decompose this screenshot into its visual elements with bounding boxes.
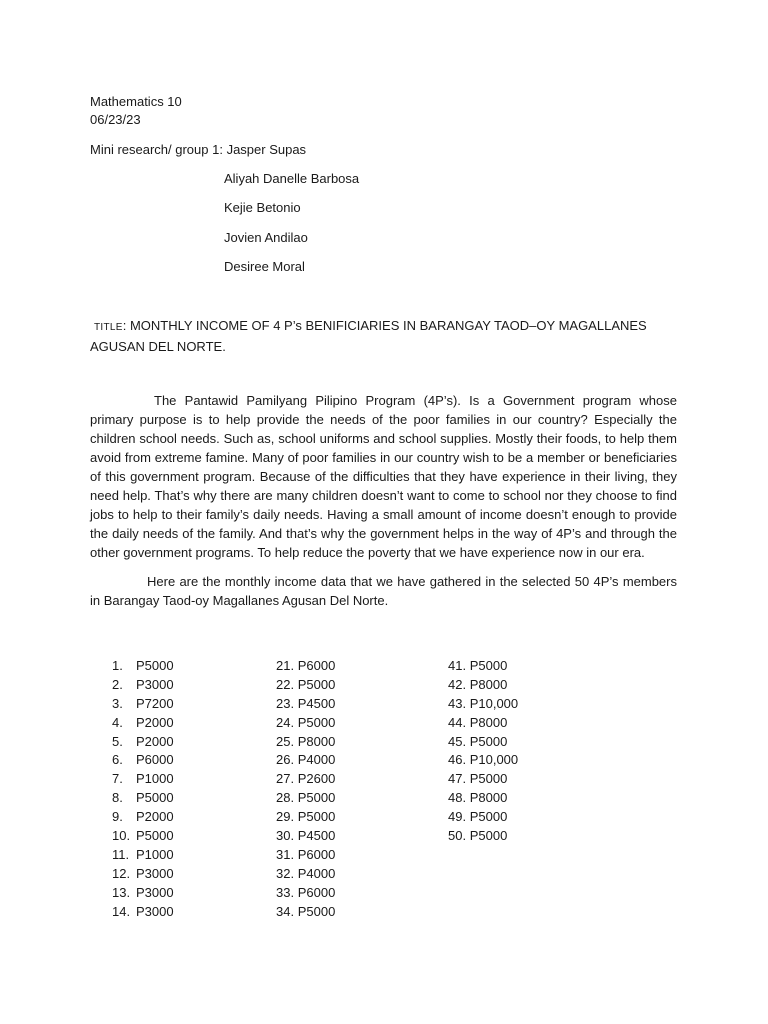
income-list-item <box>112 846 174 865</box>
income-list-item <box>276 714 335 733</box>
income-value: P5000 <box>136 790 174 806</box>
income-list-item <box>112 676 174 695</box>
income-list-item <box>112 733 174 752</box>
item-number: 30. <box>276 828 295 844</box>
income-list-item <box>276 676 335 695</box>
item-number: 21. <box>276 658 295 673</box>
item-number: 31. <box>276 846 295 862</box>
title-label: TITLE <box>94 322 123 333</box>
item-number: 10. <box>112 828 131 844</box>
income-list-item <box>112 827 174 846</box>
income-value: P2000 <box>136 733 174 749</box>
income-value: P5000 <box>297 714 336 730</box>
income-list-item <box>448 657 518 676</box>
income-value: P2000 <box>136 714 174 730</box>
income-value: P5000 <box>297 809 336 825</box>
item-number: 14. <box>112 903 131 919</box>
group-label: Mini research/ group 1: Jasper Supas <box>90 142 307 157</box>
item-number: 12. <box>112 865 131 881</box>
income-list-item <box>276 789 335 808</box>
income-value: P1000 <box>136 771 174 787</box>
income-value: P8000 <box>469 790 508 806</box>
research-title <box>90 316 680 356</box>
item-number: 6. <box>112 752 123 768</box>
income-value: P5000 <box>297 790 336 806</box>
income-list-item <box>448 751 518 770</box>
income-value: P5000 <box>136 828 174 844</box>
income-list-item <box>448 733 518 752</box>
item-number: 8. <box>112 790 123 806</box>
income-value: P3000 <box>136 884 174 900</box>
income-value: P6000 <box>297 846 336 862</box>
income-value: P5000 <box>297 676 336 692</box>
income-list-item <box>112 751 174 770</box>
income-list-item <box>448 714 518 733</box>
income-value: P8000 <box>469 676 508 692</box>
item-number: 42. <box>448 676 467 692</box>
income-value: P3000 <box>136 676 174 692</box>
income-list-column-3 <box>448 657 518 846</box>
income-value: P2000 <box>136 809 174 825</box>
income-list-item <box>448 695 518 714</box>
item-number: 50. <box>448 828 467 844</box>
member-name: Kejie Betonio <box>224 200 301 215</box>
income-value: P2600 <box>297 771 336 787</box>
item-number: 3. <box>112 695 123 711</box>
income-value: P4000 <box>297 865 336 881</box>
income-list-item <box>276 770 335 789</box>
item-number: 24. <box>276 714 295 730</box>
income-list-item <box>276 733 335 752</box>
item-number: 26. <box>276 752 295 768</box>
income-value: P5000 <box>469 733 508 749</box>
income-list-item <box>276 884 335 903</box>
item-number: 46. <box>448 752 467 768</box>
item-number: 2. <box>112 676 123 692</box>
item-number: 45. <box>448 733 467 749</box>
income-list-item <box>448 770 518 789</box>
income-list-item <box>112 657 174 676</box>
income-value: P4000 <box>297 752 336 768</box>
income-list-item <box>448 827 518 846</box>
income-list-item <box>448 789 518 808</box>
income-list-item <box>112 789 174 808</box>
item-number: 25. <box>276 733 295 749</box>
item-number: 28. <box>276 790 295 806</box>
item-number: 27. <box>276 771 295 787</box>
income-list-item <box>112 865 174 884</box>
item-number: 23. <box>276 695 295 711</box>
income-value: P3000 <box>136 865 174 881</box>
income-value: P8000 <box>297 733 336 749</box>
income-value: P5000 <box>469 658 508 673</box>
income-list-item <box>276 903 335 922</box>
item-number: 32. <box>276 865 295 881</box>
income-list-item <box>112 903 174 922</box>
income-value: P4500 <box>297 828 336 844</box>
income-list-item <box>276 846 335 865</box>
income-list-item <box>112 695 174 714</box>
income-value: P5000 <box>469 809 508 825</box>
item-number: 44. <box>448 714 467 730</box>
intro-paragraph: The Pantawid Pamilyang Pilipino Program (4P’s). Is a Government program whose primary purpose is to help provide the needs of the poor families in our country? Especially the children school needs. Such as, school uniforms and school supplies. Mostly their foods, to help them avoid from extreme famine. Many of poor families in our country wish to be a member or beneficiaries of this government program. Because of the difficulties that they have experience in their living, they need help. That’s why there are many children doesn’t want to come to school nor they choose to find jobs to help to their family’s daily needs. Having a small amount of income doesn’t enough to provide the daily needs of the family. And that’s why the government helps in the way of 4P’s and through the other government programs. To help reduce the poverty that we have experience now in our era. <box>90 393 677 560</box>
item-number: 43. <box>448 695 467 711</box>
income-list-item <box>276 657 335 676</box>
member-name: Aliyah Danelle Barbosa <box>224 171 360 186</box>
income-list-column-1 <box>112 657 174 921</box>
item-number: 49. <box>448 809 467 825</box>
income-value: P6000 <box>297 658 336 673</box>
member-name: Jovien Andilao <box>224 230 308 245</box>
income-value: P10,000 <box>469 695 519 711</box>
income-value: P5000 <box>297 903 336 919</box>
income-list-item <box>276 827 335 846</box>
income-value: P4500 <box>297 695 336 711</box>
income-value: P3000 <box>136 903 174 919</box>
income-list-item <box>276 751 335 770</box>
income-value: P8000 <box>469 714 508 730</box>
income-value: P5000 <box>136 658 174 673</box>
subject-line: Mathematics 10 <box>90 94 182 109</box>
income-value: P10,000 <box>469 752 519 768</box>
item-number: 1. <box>112 658 123 673</box>
income-list-column-2 <box>276 657 335 921</box>
income-list-item <box>112 808 174 827</box>
income-value: P5000 <box>469 771 508 787</box>
income-value: P1000 <box>136 846 174 862</box>
date-line: 06/23/23 <box>90 112 141 127</box>
income-list-item <box>112 770 174 789</box>
data-intro-paragraph: Here are the monthly income data that we have gathered in the selected 50 4P’s members in Barangay Taod-oy Magallanes Agusan Del Norte. <box>90 574 677 608</box>
item-number: 34. <box>276 903 295 919</box>
income-list-item <box>448 808 518 827</box>
income-value: P6000 <box>297 884 336 900</box>
item-number: 33. <box>276 884 295 900</box>
income-list-item <box>112 884 174 903</box>
income-list-item <box>276 808 335 827</box>
income-value: P7200 <box>136 695 174 711</box>
income-list-item <box>112 714 174 733</box>
item-number: 9. <box>112 809 123 825</box>
item-number: 11. <box>112 846 130 862</box>
income-value: P6000 <box>136 752 174 768</box>
item-number: 5. <box>112 733 123 749</box>
income-list-item <box>448 676 518 695</box>
item-number: 47. <box>448 771 467 787</box>
title-text: : MONTHLY INCOME OF 4 P’s BENIFICIARIES IN BARANGAY TAOD–OY MAGALLANES AGUSAN DEL NORTE. <box>90 318 647 354</box>
item-number: 4. <box>112 714 123 730</box>
income-list-item <box>276 695 335 714</box>
item-number: 41. <box>448 658 467 673</box>
item-number: 29. <box>276 809 295 825</box>
item-number: 48. <box>448 790 467 806</box>
item-number: 22. <box>276 676 295 692</box>
income-list-item <box>276 865 335 884</box>
item-number: 13. <box>112 884 131 900</box>
member-name: Desiree Moral <box>224 259 305 274</box>
item-number: 7. <box>112 771 123 787</box>
income-value: P5000 <box>469 828 508 844</box>
